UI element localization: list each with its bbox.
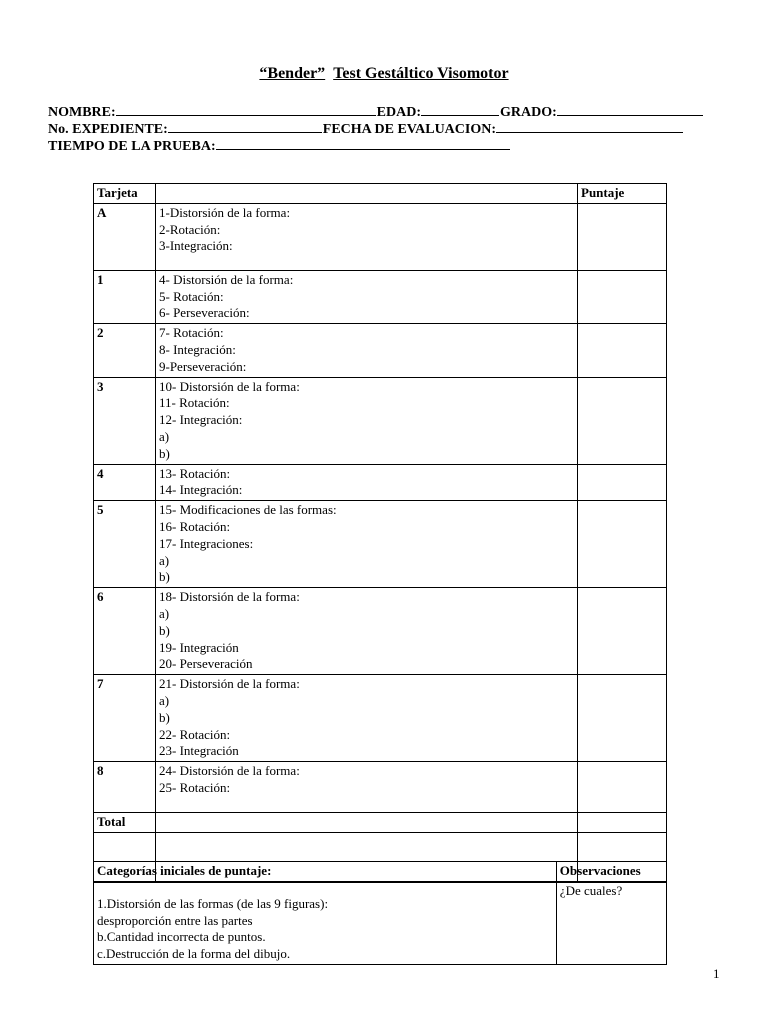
card-label: 5 [94,501,156,588]
card-items [156,324,578,377]
edad-label: EDAD: [376,105,422,120]
item-line: a) [159,552,170,568]
card-items [156,588,578,675]
grado-label: GRADO: [500,105,557,120]
card-label: 4 [94,464,156,501]
item-line: b) [159,569,170,585]
item-line: b) [159,445,170,461]
card-label: 8 [94,762,156,813]
card-items [156,377,578,464]
item-line: 24- Distorsión de la forma: [159,763,300,779]
grado-field[interactable] [557,101,703,116]
item-line: 25- Rotación: [159,779,231,795]
item-line: 13- Rotación: [159,465,231,481]
category-item: b.Cantidad incorrecta de puntos. [97,929,266,945]
card-items [156,675,578,762]
item-line: 3-Integración: [159,238,233,254]
item-line: a) [159,428,170,444]
item-line: 16- Rotación: [159,518,231,534]
table-row [94,377,667,464]
header-line-3 [48,135,511,155]
nombre-field[interactable] [116,101,376,116]
observaciones-prompt: ¿De cuales? [559,882,623,898]
item-line: 15- Modificaciones de las formas: [159,502,337,518]
item-line: 18- Distorsión de la forma: [159,589,300,605]
page-number: 1 [713,966,720,981]
category-item: 1.Distorsión de las formas (de las 9 figuras): [97,895,329,911]
fecha-label: FECHA DE EVALUACION: [322,122,497,137]
observaciones-header: Observaciones [556,862,666,882]
card-label: 1 [94,270,156,323]
table-row [94,203,667,270]
card-label: 7 [94,675,156,762]
item-line: 8- Integración: [159,341,236,357]
description-header [156,184,578,204]
item-line: 10- Distorsión de la forma: [159,378,300,394]
fecha-field[interactable] [496,118,683,133]
table-row [94,762,667,813]
item-line: 19- Integración [159,639,239,655]
total-row [94,813,667,833]
expediente-label: No. EXPEDIENTE: [48,122,168,137]
table-row [94,464,667,501]
category-item: desproporción entre las partes [97,912,253,928]
table-header-row [94,184,667,204]
table-row [94,270,667,323]
item-line: 20- Perseveración [159,656,253,672]
score-cell[interactable] [578,464,667,501]
card-items [156,762,578,813]
card-label: A [94,203,156,270]
item-line: a) [159,605,170,621]
categories-table [93,861,667,965]
item-line: 4- Distorsión de la forma: [159,271,294,287]
score-cell[interactable] [578,203,667,270]
item-line: 12- Integración: [159,412,243,428]
observaciones-cell[interactable] [556,881,666,964]
edad-field[interactable] [421,101,499,116]
categories-list [94,881,557,964]
categories-body-row [94,881,667,964]
nombre-label: NOMBRE: [48,105,116,120]
card-label: 2 [94,324,156,377]
title-quoted: “Bender” [259,65,326,82]
item-line: a) [159,692,170,708]
categories-header-row [94,862,667,882]
score-cell[interactable] [578,501,667,588]
item-line: b) [159,622,170,638]
score-cell[interactable] [578,588,667,675]
table-row [94,324,667,377]
categories-header: Categorías iniciales de puntaje: [94,862,557,882]
item-line: 7- Rotación: [159,325,224,341]
item-line: 5- Rotación: [159,288,224,304]
table-row [94,501,667,588]
item-line: 22- Rotación: [159,726,231,742]
item-line: 6- Perseveración: [159,305,250,321]
item-line: 1-Distorsión de la forma: [159,204,291,220]
total-score-cell[interactable] [578,813,667,833]
item-line: 23- Integración [159,743,239,759]
item-line: b) [159,709,170,725]
total-description [156,813,578,833]
card-label: 3 [94,377,156,464]
score-cell[interactable] [578,675,667,762]
card-items [156,464,578,501]
card-items [156,270,578,323]
item-line: 21- Distorsión de la forma: [159,676,300,692]
table-row [94,675,667,762]
expediente-field[interactable] [168,118,322,133]
score-cell[interactable] [578,324,667,377]
card-items [156,203,578,270]
card-items [156,501,578,588]
card-label: 6 [94,588,156,675]
score-cell[interactable] [578,270,667,323]
item-line: 2-Rotación: [159,221,221,237]
scores-table [93,183,667,883]
item-line: 17- Integraciones: [159,535,254,551]
title-main: Test Gestáltico Visomotor [333,65,509,82]
category-item: c.Destrucción de la forma del dibujo. [97,946,291,962]
item-line: 14- Integración: [159,482,243,498]
item-line: 9-Perseveración: [159,358,247,374]
puntaje-header: Puntaje [578,184,667,204]
tarjeta-header: Tarjeta [94,184,156,204]
total-label: Total [94,813,156,833]
table-row [94,588,667,675]
tiempo-label: TIEMPO DE LA PRUEBA: [48,139,216,154]
item-line: 11- Rotación: [159,395,230,411]
tiempo-field[interactable] [216,135,510,150]
document-title [0,64,768,84]
score-cell[interactable] [578,762,667,813]
score-cell[interactable] [578,377,667,464]
